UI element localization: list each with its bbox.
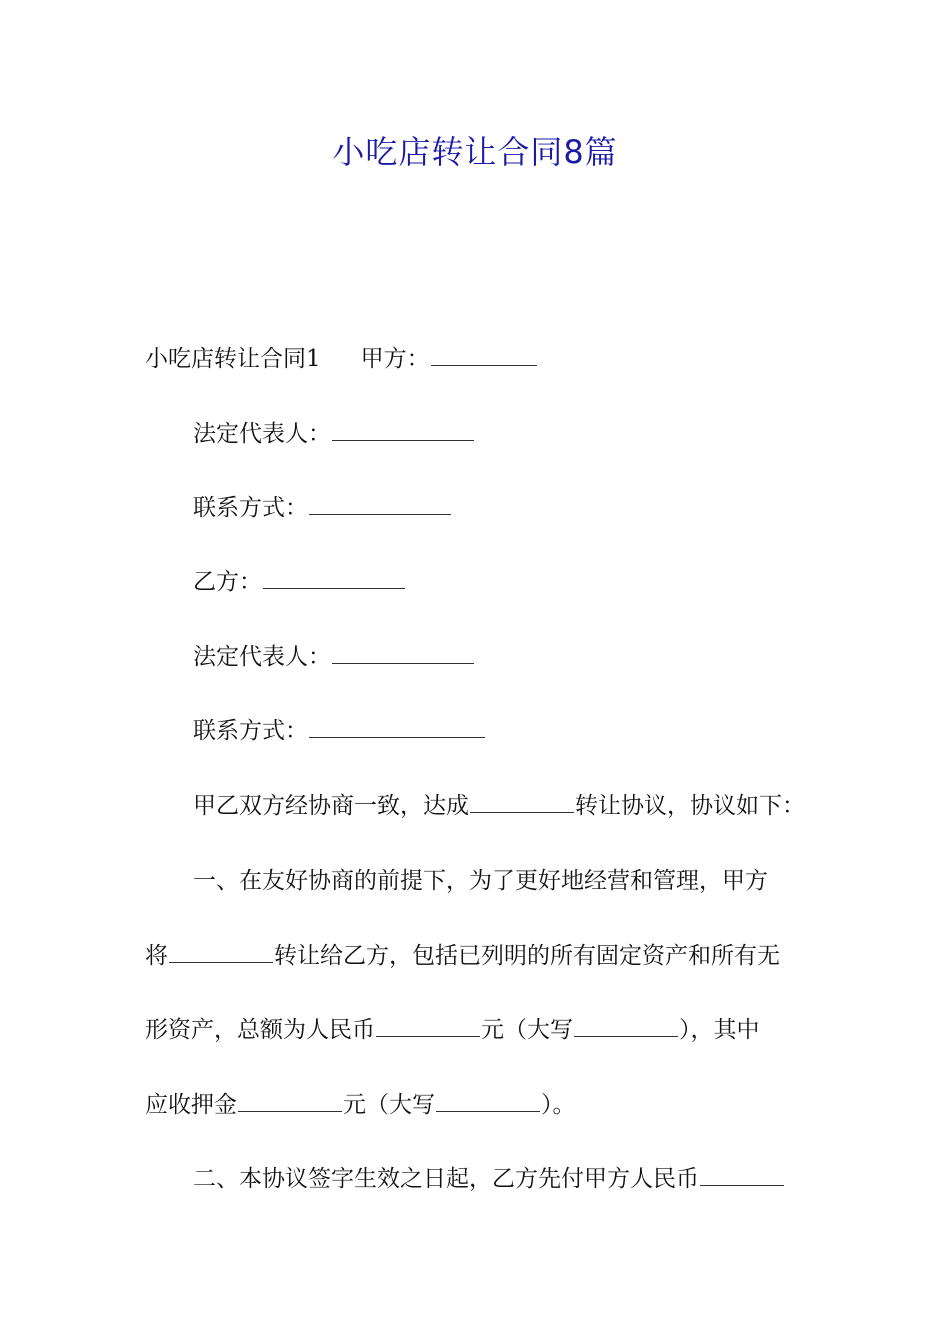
agreement-intro-line — [193, 788, 805, 824]
text-segment: 转让给乙方，包括已列明的所有固定资产和所有无 — [274, 943, 780, 969]
clause-one-continuation-2 — [145, 1012, 760, 1048]
text-segment: ），其中 — [679, 1017, 760, 1043]
text-segment: 形资产，总额为人民币 — [145, 1017, 375, 1043]
paragraph-text: 二、本协议签字生效之日起，乙方先付甲方人民币 — [193, 1166, 699, 1192]
text-segment: 将 — [145, 943, 168, 969]
contract-section-title: 小吃店转让合同1 — [145, 346, 321, 372]
text-segment: 应收押金 — [145, 1092, 237, 1118]
representative-blank — [332, 416, 474, 441]
blank-field — [376, 1012, 480, 1037]
contact-blank — [309, 490, 451, 515]
clause-one-continuation-1 — [145, 938, 780, 974]
party-a-label: 甲方： — [360, 346, 430, 372]
blank-field — [574, 1012, 678, 1037]
clause-one-line — [193, 863, 768, 899]
party-b-representative-line — [193, 639, 475, 675]
contact-blank — [309, 713, 485, 738]
clause-one-continuation-3 — [145, 1087, 576, 1123]
text-segment: 转让协议，协议如下： — [575, 793, 805, 819]
contract-heading-line — [145, 341, 538, 377]
text-segment: ）。 — [541, 1092, 576, 1118]
party-a-contact-line — [193, 490, 452, 526]
text-segment: 元（大写 — [481, 1017, 573, 1043]
representative-blank — [332, 639, 474, 664]
party-b-blank — [263, 564, 405, 589]
contact-label: 联系方式： — [193, 718, 308, 744]
representative-label: 法定代表人： — [193, 644, 331, 670]
document-title: 小吃店转让合同8篇 — [332, 133, 618, 171]
clause-two-line — [193, 1161, 785, 1197]
party-a-blank — [431, 341, 537, 366]
text-segment: 甲乙双方经协商一致，达成 — [193, 793, 469, 819]
party-b-label: 乙方： — [193, 569, 262, 595]
party-a-representative-line — [193, 416, 475, 452]
text-segment: 元（大写 — [343, 1092, 435, 1118]
blank-field — [169, 938, 273, 963]
blank-field — [436, 1087, 540, 1112]
party-b-contact-line — [193, 713, 486, 749]
party-b-line — [193, 564, 406, 600]
representative-label: 法定代表人： — [193, 421, 331, 447]
contact-label: 联系方式： — [193, 495, 308, 521]
blank-field — [700, 1161, 784, 1186]
blank-field — [238, 1087, 342, 1112]
paragraph-text: 一、在友好协商的前提下，为了更好地经营和管理，甲方 — [193, 868, 768, 894]
blank-field — [470, 788, 574, 813]
